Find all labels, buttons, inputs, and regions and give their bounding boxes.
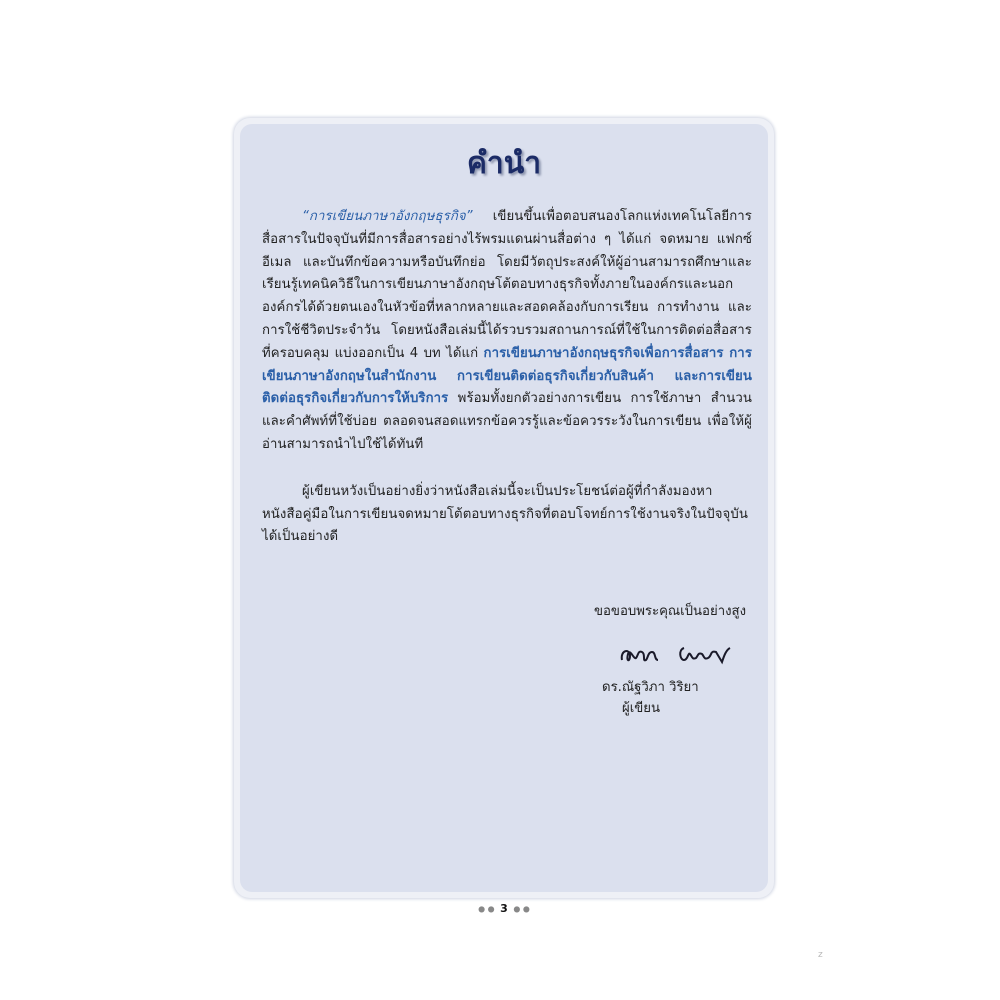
paragraph-1-text-a: เขียนขึ้นเพื่อตอบสนองโลกแห่งเทคโนโลยีการสื่อสารในปัจจุบันที่มีการสื่อสารอย่างไร้พรมแดนผ่านสื่อต่าง ๆ ได้แก่ จดหมาย แฟกซ์ อีเมล และบันทึกข้อความหรือบันทึกย่อ โดยมีวัตถุประสงค์ให้ผู้อ่านสามารถศึกษาและเรียนรู้เทคนิควิธีในการเขียนภาษาอังกฤษโต้ตอบทางธุรกิจทั้งภายในองค์กรและนอกองค์กรได้ด้วยตนเองในหัวข้อที่หลากหลายและสอดคล้องกับการเรียน การทำงาน และการใช้ชีวิตประจำวัน โดยหนังสือเล่มนี้ได้รวบรวมสถานการณ์ที่ใช้ในการติดต่อสื่อสารที่ครอบคลุม แบ่งออกเป็น 4 บท ได้แก่: [262, 209, 752, 361]
chapter-list: การเขียนภาษาอังกฤษธุรกิจเพื่อการสื่อสาร การเขียนภาษาอังกฤษในสำนักงาน การเขียนติดต่อธุรกิจเกี่ยวกับสินค้า และการเขียนติดต่อธุรกิจเกี่ยวกับการให้บริการ: [262, 345, 752, 407]
paragraph-1: [262, 206, 752, 457]
dot-icon: ● ●: [478, 904, 495, 914]
paragraph-1-text-b: พร้อมทั้งยกตัวอย่างการเขียน การใช้ภาษา สำนวน และคำศัพท์ที่ใช้บ่อย ตลอดจนสอดแทรกข้อควรรู้และข้อควรระวังในการเขียน เพื่อให้ผู้อ่านสามารถนำไปใช้ได้ทันที: [262, 391, 752, 452]
book-title: “การเขียนภาษาอังกฤษธุรกิจ”: [302, 209, 473, 224]
paragraph-2: ผู้เขียนหวังเป็นอย่างยิ่งว่าหนังสือเล่มนี้จะเป็นประโยชน์ต่อผู้ที่กำลังมองหาหนังสือคู่มือในการเขียนจดหมายโต้ตอบทางธุรกิจที่ตอบโจทย์การใช้งานจริงในปัจจุบันได้เป็นอย่างดี: [262, 483, 748, 545]
author-role: ผู้เขียน: [622, 701, 660, 716]
closing-line: ขอขอบพระคุณเป็นอย่างสูง: [594, 604, 747, 619]
author-signature: [618, 640, 738, 674]
preface-body: [262, 206, 752, 549]
author-name: ดร.ณัฐวิภา วิริยา: [602, 680, 699, 695]
corner-mark: z: [818, 950, 823, 960]
page-title: คำนำ: [466, 146, 542, 181]
page-number-value: 3: [500, 902, 508, 915]
dot-icon: ● ●: [513, 904, 530, 914]
page-number: [474, 902, 534, 915]
